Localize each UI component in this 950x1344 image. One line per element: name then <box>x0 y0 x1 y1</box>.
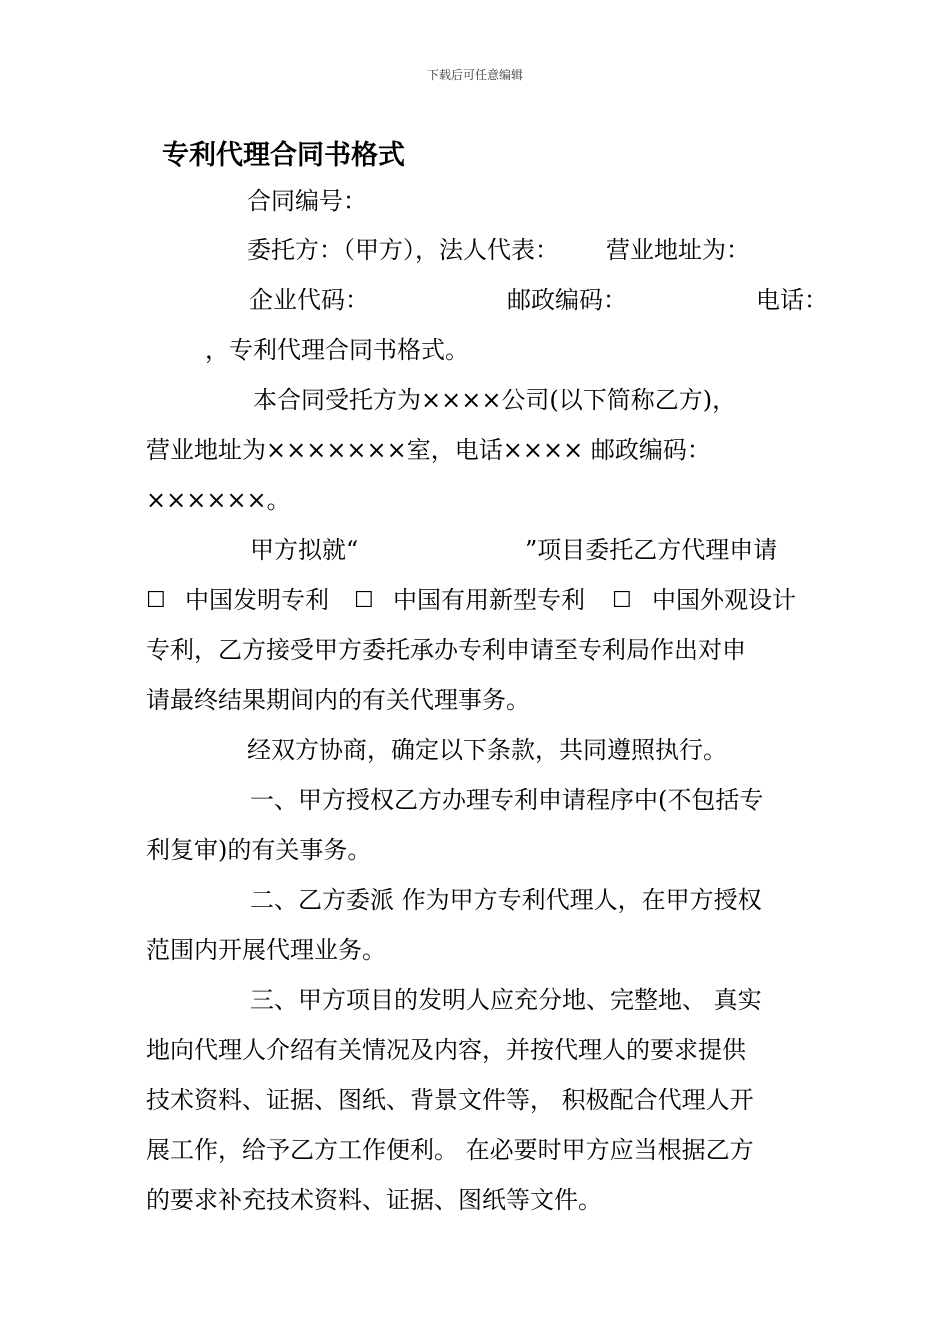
option-utility-model: 中国有用新型专利 <box>393 586 585 614</box>
document-title: 专利代理合同书格式 <box>162 140 405 171</box>
clause-1-line: 利复审)的有关事务。 <box>146 836 372 864</box>
clause-1-line: 一、甲方授权乙方办理专利申请程序中(不包括专 <box>250 786 764 814</box>
option-design-patent: 中国外观设计 <box>652 586 796 614</box>
clause-3-line: 的要求补充技术资料、证据、图纸等文件。 <box>146 1186 602 1214</box>
paragraph-line: 本合同受托方为××××公司(以下简称乙方)， <box>253 386 737 414</box>
paragraph-line: 请最终结果期间内的有关代理事务。 <box>146 686 530 714</box>
paragraph-line: 甲方拟就“ <box>250 536 359 564</box>
clause-2-line: 二、乙方委派 作为甲方专利代理人，在甲方授权 <box>250 886 762 914</box>
client-line: 委托方：（甲方），法人代表： <box>247 236 559 264</box>
page-header: 下载后可任意编辑 <box>426 68 523 82</box>
clause-2-line: 范围内开展代理业务。 <box>146 936 386 964</box>
checkbox-utility-model[interactable]: ☐ <box>354 588 374 613</box>
postal-code-label: 邮政编码： <box>507 286 627 314</box>
clause-3-line: 地向代理人介绍有关情况及内容，并按代理人的要求提供 <box>146 1036 746 1064</box>
paragraph-line: ××××××。 <box>146 486 291 514</box>
enterprise-code-label: 企业代码： <box>249 286 369 314</box>
paragraph-line: ，专利代理合同书格式。 <box>205 336 469 364</box>
paragraph-line: 专利，乙方接受甲方委托承办专利申请至专利局作出对申 <box>146 636 746 664</box>
option-invention-patent: 中国发明专利 <box>185 586 329 614</box>
business-address-label: 营业地址为： <box>606 236 750 264</box>
checkbox-design-patent[interactable]: ☐ <box>612 588 632 613</box>
checkbox-invention-patent[interactable]: ☐ <box>146 588 166 613</box>
clause-3-line: 展工作，给予乙方工作便利。 在必要时甲方应当根据乙方 <box>146 1136 754 1164</box>
phone-label: 电话： <box>756 286 828 314</box>
paragraph-line: ”项目委托乙方代理申请 <box>525 536 778 564</box>
clause-3-line: 三、甲方项目的发明人应充分地、完整地、 真实 <box>250 986 762 1014</box>
paragraph-line: 营业地址为×××××××室，电话×××× 邮政编码： <box>146 436 711 464</box>
paragraph-line: 经双方协商，确定以下条款，共同遵照执行。 <box>247 736 727 764</box>
clause-3-line: 技术资料、证据、图纸、背景文件等， 积极配合代理人开 <box>146 1086 754 1114</box>
contract-number-line: 合同编号： <box>247 187 367 215</box>
